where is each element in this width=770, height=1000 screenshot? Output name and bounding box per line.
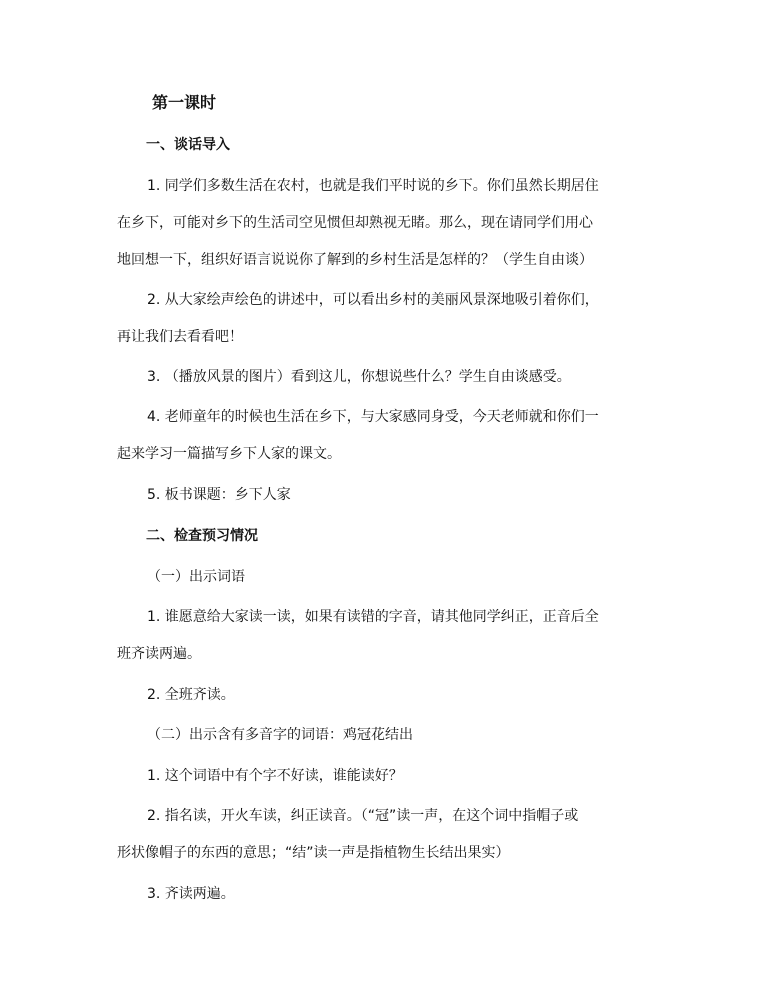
paragraph-sub2-2 [117, 798, 657, 872]
section-heading-preview: 二、检查预习情况 [146, 528, 258, 544]
lesson-title: 第一课时 [152, 93, 217, 112]
paragraph-line: 起来学习一篇描写乡下人家的课文。 [117, 446, 341, 462]
paragraph-4 [117, 399, 657, 473]
paragraph-line: 在乡下，可能对乡下的生活司空见惯但却熟视无睹。那么，现在请同学们用心 [117, 215, 593, 231]
paragraph-line: 形状像帽子的东西的意思；“结”读一声是指植物生长结出果实） [117, 845, 510, 861]
subsection-heading-1: （一）出示词语 [147, 569, 245, 585]
paragraph-line: 2. 从大家绘声绘色的讲述中，可以看出乡村的美丽风景深地吸引着你们， [147, 292, 599, 308]
paragraph-line: 班齐读两遍。 [117, 646, 201, 662]
paragraph-line: 1. 同学们多数生活在农村，也就是我们平时说的乡下。你们虽然长期居住 [147, 178, 599, 194]
paragraph-sub2-3: 3. 齐读两遍。 [147, 886, 235, 902]
paragraph-3: 3. （播放风景的图片）看到这儿，你想说些什么？学生自由谈感受。 [147, 369, 571, 385]
paragraph-2 [117, 282, 657, 356]
paragraph-line: 地回想一下，组织好语言说说你了解到的乡村生活是怎样的？（学生自由谈） [117, 252, 593, 268]
paragraph-line: 4. 老师童年的时候也生活在乡下，与大家感同身受，今天老师就和你们一 [147, 409, 599, 425]
paragraph-sub2-1: 1. 这个词语中有个字不好读，谁能读好？ [147, 768, 403, 784]
paragraph-line: 2. 指名读，开火车读，纠正读音。（“冠”读一声，在这个词中指帽子或 [147, 808, 579, 824]
paragraph-sub1-1 [117, 599, 657, 673]
paragraph-line: 再让我们去看看吧！ [117, 329, 243, 345]
section-heading-intro: 一、谈话导入 [146, 137, 230, 153]
paragraph-sub1-2: 2. 全班齐读。 [147, 687, 235, 703]
paragraph-1 [117, 168, 657, 279]
paragraph-5: 5. 板书课题：乡下人家 [147, 487, 291, 503]
subsection-heading-2: （二）出示含有多音字的词语：鸡冠花结出 [147, 727, 413, 743]
paragraph-line: 1. 谁愿意给大家读一读，如果有读错的字音，请其他同学纠正，正音后全 [147, 609, 599, 625]
